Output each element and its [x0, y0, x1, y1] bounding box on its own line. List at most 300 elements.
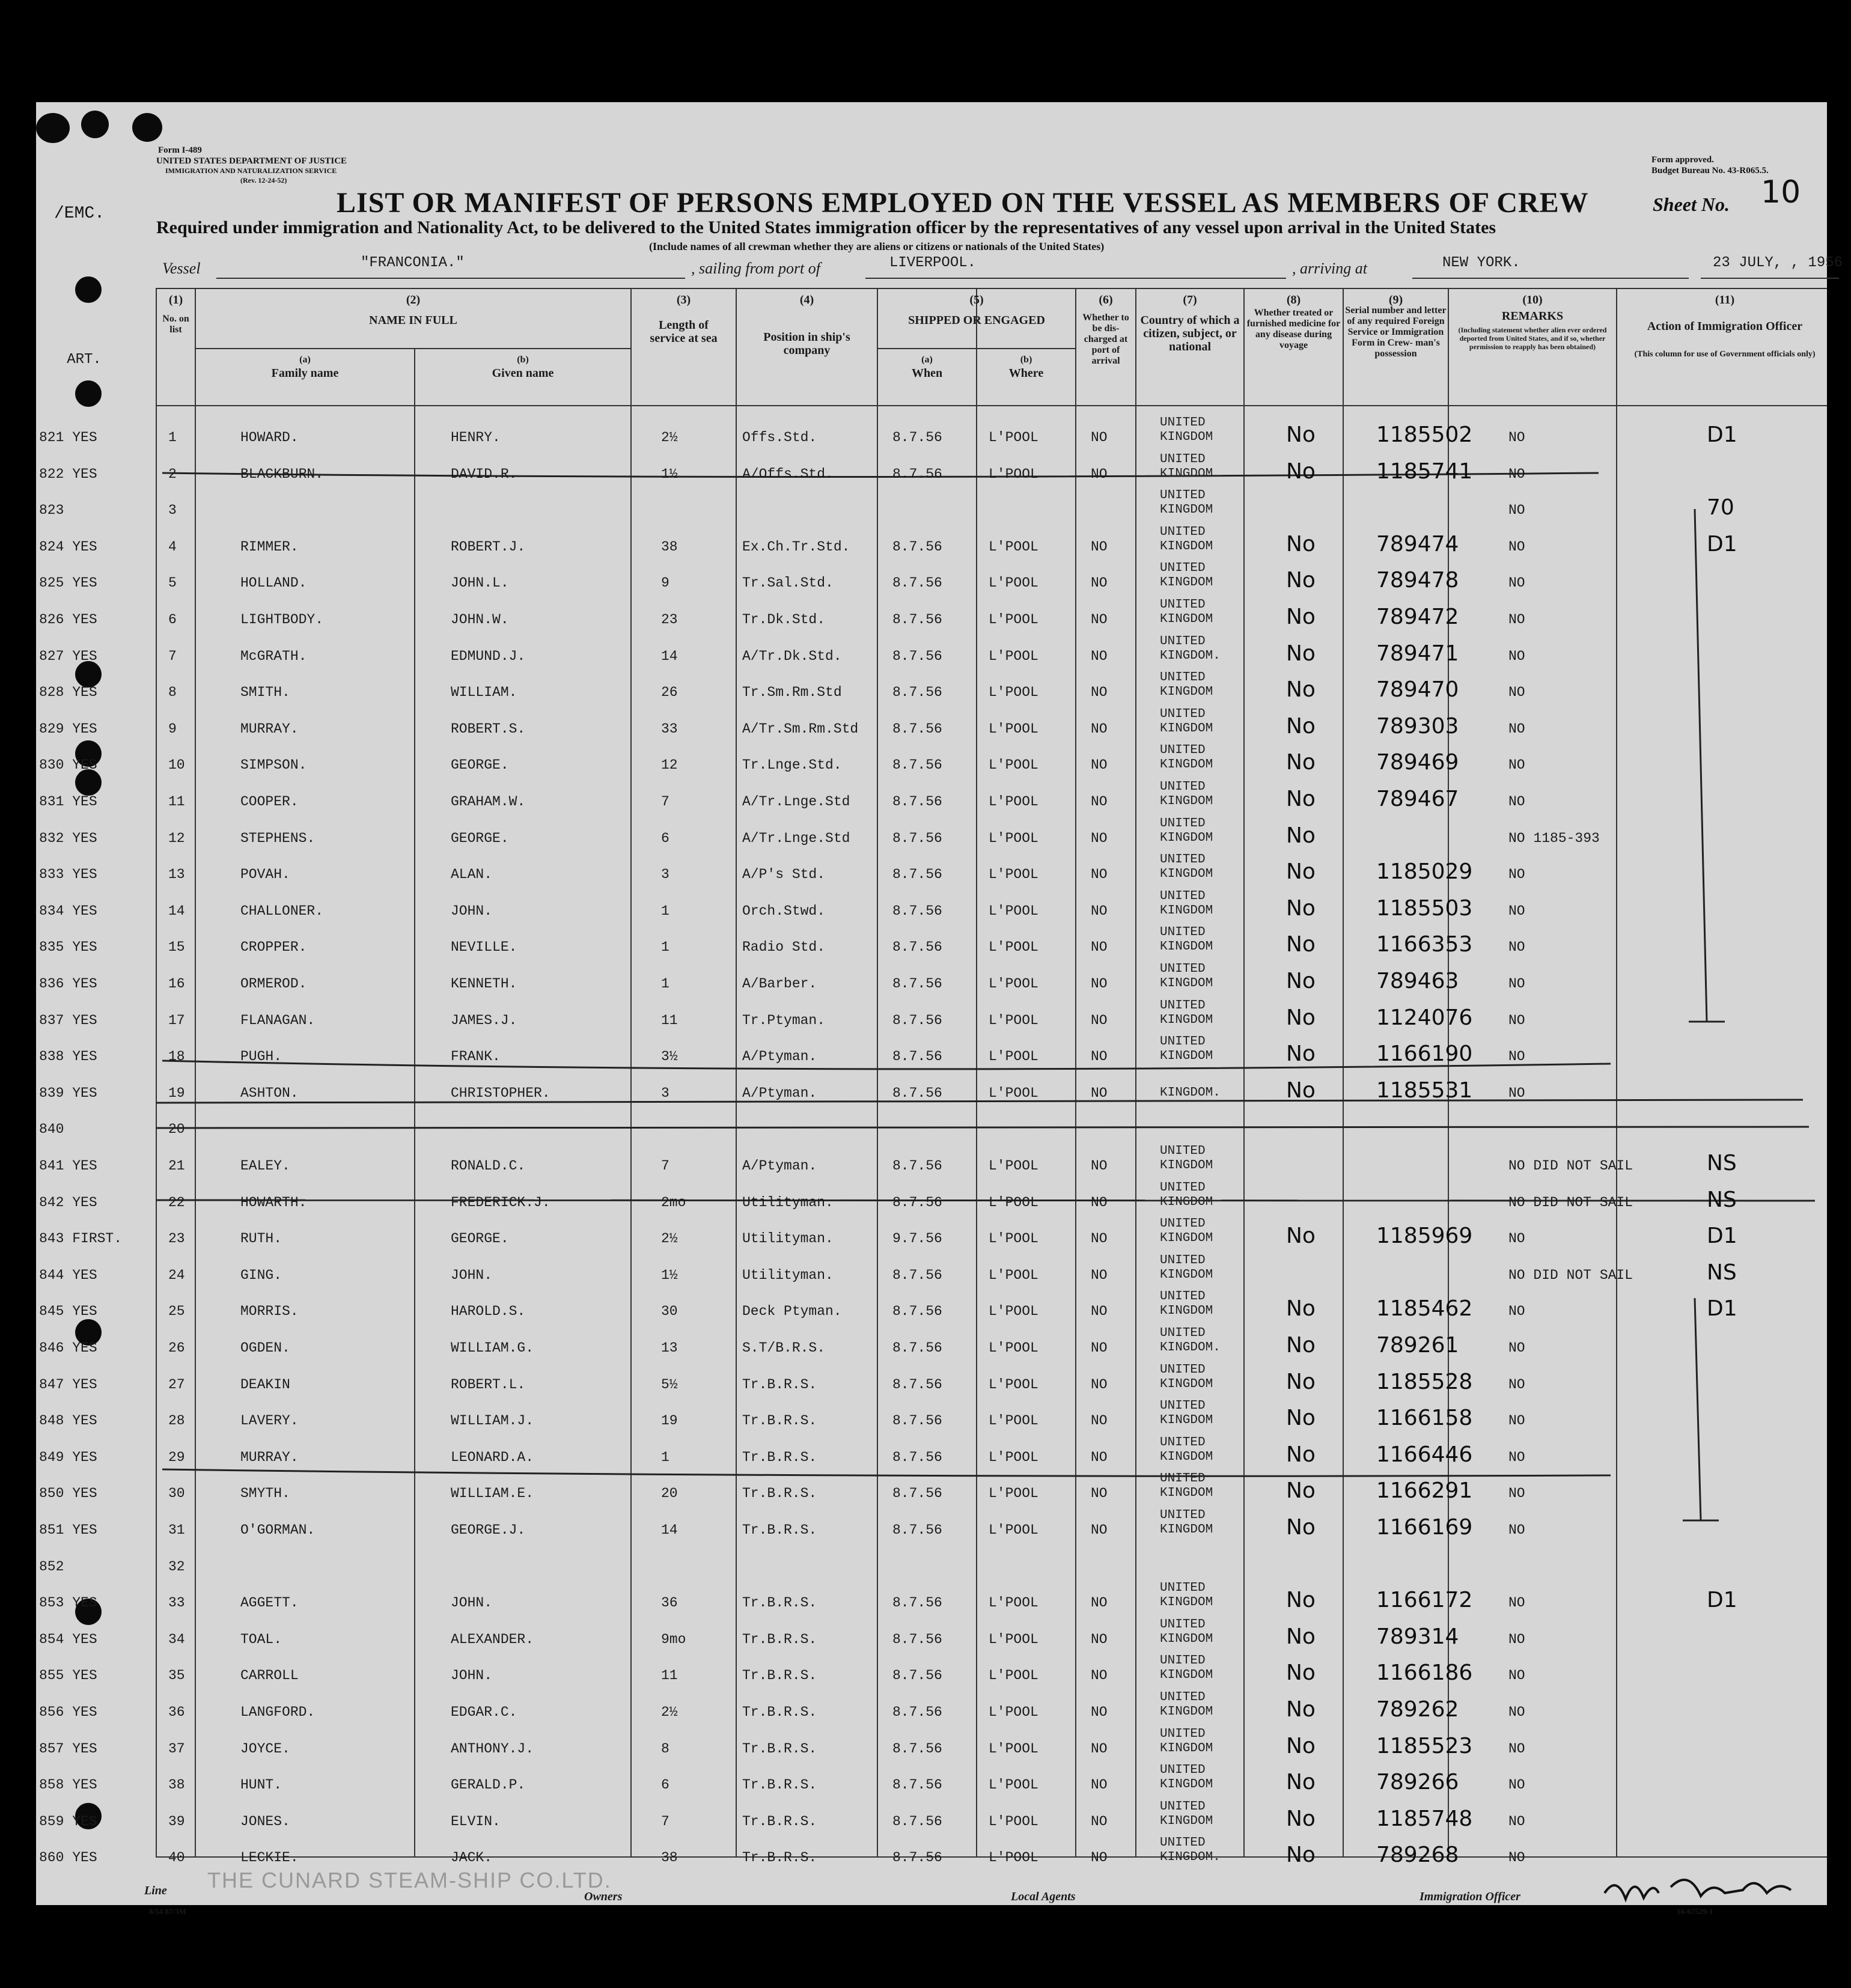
medicine-answer: No	[1286, 895, 1316, 921]
country-line-1: UNITED	[1160, 1727, 1206, 1741]
shipped-where: L'POOL	[989, 648, 1038, 664]
discharged: NO	[1091, 1267, 1108, 1283]
service-length: 12	[661, 757, 678, 773]
shipped-where: L'POOL	[989, 685, 1038, 701]
discharged: NO	[1091, 1740, 1108, 1757]
given-name: JOHN.	[451, 903, 493, 919]
service-length: 38	[661, 538, 678, 555]
art-number: 843 FIRST.	[39, 1231, 123, 1247]
service-length: 14	[661, 1522, 678, 1538]
serial-number: 1185748	[1376, 1806, 1473, 1831]
family-name: CHALLONER.	[240, 903, 324, 919]
given-name: CHRISTOPHER.	[451, 1085, 550, 1101]
shipped-when: 9.7.56	[892, 1231, 942, 1247]
manifest-page	[36, 102, 1843, 1916]
position: Utilityman.	[742, 1194, 834, 1210]
remarks: NO	[1508, 1740, 1525, 1757]
grid-lines	[156, 288, 1827, 1857]
shipped-where: L'POOL	[989, 1777, 1038, 1793]
serial-number: 1185741	[1376, 459, 1473, 484]
remarks: NO	[1508, 1049, 1525, 1065]
discharged: NO	[1091, 466, 1108, 482]
given-name: JOHN.	[451, 1668, 493, 1684]
col5a-header: When	[911, 367, 943, 380]
medicine-answer: No	[1286, 1588, 1316, 1613]
remarks: NO	[1508, 903, 1525, 919]
service-length: 7	[661, 1158, 669, 1174]
country-line-1: UNITED	[1160, 671, 1206, 685]
col5b-letter: (b)	[1020, 355, 1032, 365]
shipped-when: 8.7.56	[892, 1049, 942, 1065]
service-length: 1½	[661, 1267, 678, 1283]
discharged: NO	[1091, 1303, 1108, 1320]
row-number: 9	[168, 721, 177, 737]
country-line-1: UNITED	[1160, 853, 1206, 867]
art-number: 847 YES	[39, 1376, 97, 1392]
discharged: NO	[1091, 1012, 1108, 1028]
position: Tr.B.R.S.	[742, 1813, 817, 1829]
remarks: NO	[1508, 1704, 1525, 1720]
country-line-2: KINGDOM.	[1160, 1341, 1221, 1355]
row-number: 10	[168, 757, 185, 773]
given-name: WILLIAM.	[451, 685, 517, 701]
subtitle: Required under immigration and Nationality Act, to be delivered to the United States immigration officer by the representatives of any vessel upon arrival in the United States	[156, 218, 1496, 237]
family-name: CROPPER.	[240, 939, 307, 956]
country-line-1: UNITED	[1160, 1836, 1206, 1850]
given-name: WILLIAM.G.	[451, 1340, 534, 1356]
country-line-2: KINGDOM	[1160, 685, 1213, 700]
discharged: NO	[1091, 1194, 1108, 1210]
art-number: 860 YES	[39, 1850, 97, 1866]
art-number: 835 YES	[39, 939, 97, 956]
country-line-2: KINGDOM	[1160, 1267, 1213, 1282]
art-number: 822 YES	[39, 466, 97, 482]
given-name: NEVILLE.	[451, 939, 517, 956]
shipped-when: 8.7.56	[892, 721, 942, 737]
discharged: NO	[1091, 1158, 1108, 1174]
service-length: 3	[661, 867, 669, 883]
serial-number: 1166446	[1376, 1442, 1473, 1467]
medicine-answer: No	[1286, 823, 1316, 848]
row-number: 5	[168, 575, 177, 591]
service-length: 6	[661, 830, 669, 846]
family-name: LECKIE.	[240, 1850, 299, 1866]
serial-number: 1185528	[1376, 1369, 1473, 1394]
family-name: COOPER.	[240, 794, 299, 810]
row-number: 34	[168, 1631, 185, 1647]
shipped-when: 8.7.56	[892, 1631, 942, 1647]
given-name: ELVIN.	[451, 1813, 501, 1829]
officer-action: 70	[1707, 495, 1734, 520]
country-line-2: KINGDOM	[1160, 1632, 1213, 1646]
service-length: 9mo	[661, 1631, 686, 1647]
remarks: NO	[1508, 1340, 1525, 1356]
medicine-answer: No	[1286, 641, 1316, 666]
officer-action: D1	[1707, 1224, 1737, 1249]
department: UNITED STATES DEPARTMENT OF JUSTICE	[156, 156, 347, 166]
art-number: 858 YES	[39, 1777, 97, 1793]
position: Tr.B.R.S.	[742, 1449, 817, 1465]
service-length: 1	[661, 903, 669, 919]
shipped-when: 8.7.56	[892, 1740, 942, 1757]
art-number: 829 YES	[39, 721, 97, 737]
shipped-where: L'POOL	[989, 1740, 1038, 1757]
row-number: 14	[168, 903, 185, 919]
service-length: 7	[661, 794, 669, 810]
medicine-answer: No	[1286, 459, 1316, 484]
shipped-where: L'POOL	[989, 867, 1038, 883]
art-number: 853 YES	[39, 1595, 97, 1611]
shipped-where: L'POOL	[989, 830, 1038, 846]
serial-number: 789471	[1376, 641, 1459, 666]
shipped-when: 8.7.56	[892, 1449, 942, 1465]
country-line-2: KINGDOM	[1160, 1596, 1213, 1610]
given-name: JOHN.L.	[451, 575, 509, 591]
shipped-when: 8.7.56	[892, 1486, 942, 1502]
agents-label: Local Agents	[1011, 1890, 1076, 1903]
given-name: JAMES.J.	[451, 1012, 517, 1028]
art-number: 838 YES	[39, 1049, 97, 1065]
serial-number: 789463	[1376, 969, 1459, 993]
shipped-when: 8.7.56	[892, 1340, 942, 1356]
country-line-1: UNITED	[1160, 998, 1206, 1013]
country-line-2: KINGDOM	[1160, 758, 1213, 772]
family-name: DEAKIN	[240, 1376, 290, 1392]
given-name: GEORGE.	[451, 757, 509, 773]
country-line-1: UNITED	[1160, 962, 1206, 976]
serial-number: 789314	[1376, 1624, 1459, 1649]
given-name: ALAN.	[451, 867, 493, 883]
discharged: NO	[1091, 794, 1108, 810]
given-name: ROBERT.S.	[451, 721, 526, 737]
form-number: Form I-489	[158, 145, 202, 155]
given-name: GRAHAM.W.	[451, 794, 526, 810]
art-number: 848 YES	[39, 1413, 97, 1429]
given-name: HENRY.	[451, 430, 501, 445]
serial-number: 789266	[1376, 1770, 1459, 1795]
position: Tr.B.R.S.	[742, 1704, 817, 1720]
shipped-when: 8.7.56	[892, 1704, 942, 1720]
family-name: RUTH.	[240, 1231, 282, 1247]
service-length: 11	[661, 1012, 678, 1028]
shipped-when: 8.7.56	[892, 867, 942, 883]
position: Tr.Lnge.Std.	[742, 757, 842, 773]
country-line-1: UNITED	[1160, 1290, 1206, 1304]
shipped-where: L'POOL	[989, 976, 1038, 992]
family-name: SMITH.	[240, 685, 290, 701]
service-length: 13	[661, 1340, 678, 1356]
serial-number: 789478	[1376, 568, 1459, 593]
art-number: 823	[39, 502, 64, 519]
country-line-2: KINGDOM	[1160, 867, 1213, 882]
row-number: 3	[168, 502, 177, 519]
shipped-when: 8.7.56	[892, 1267, 942, 1283]
country-line-2: KINGDOM	[1160, 1668, 1213, 1683]
art-number: 833 YES	[39, 867, 97, 883]
shipped-when: 8.7.56	[892, 757, 942, 773]
vessel-name: "FRANCONIA."	[361, 255, 465, 271]
family-name: MORRIS.	[240, 1303, 299, 1320]
subtitle-note: (Include names of all crewman whether they are aliens or citizens or nationals of the United States)	[649, 240, 1105, 252]
remarks: NO	[1508, 794, 1525, 810]
service-length: 1	[661, 939, 669, 956]
country-line-1: UNITED	[1160, 780, 1206, 794]
remarks: NO	[1508, 612, 1525, 627]
shipped-when: 8.7.56	[892, 1376, 942, 1392]
officer-signature	[1599, 1863, 1815, 1917]
remarks: NO	[1508, 1631, 1525, 1647]
shipped-when: 8.7.56	[892, 575, 942, 591]
discharged: NO	[1091, 1413, 1108, 1429]
given-name: JOHN.	[451, 1595, 493, 1611]
shipped-when: 8.7.56	[892, 1777, 942, 1793]
art-number: 856 YES	[39, 1704, 97, 1720]
country-line-2: KINGDOM	[1160, 977, 1213, 990]
art-number: 857 YES	[39, 1740, 97, 1757]
art-number: 831 YES	[39, 794, 97, 810]
shipped-when: 8.7.56	[892, 1668, 942, 1684]
col3-header: Length of service at sea	[650, 319, 718, 345]
family-name: AGGETT.	[240, 1595, 299, 1611]
service-length: 3	[661, 1085, 669, 1101]
given-name: HAROLD.S.	[451, 1303, 526, 1320]
given-name: GEORGE.	[451, 830, 509, 846]
position: Tr.Dk.Std.	[742, 612, 826, 627]
discharged: NO	[1091, 1522, 1108, 1538]
given-name: ROBERT.J.	[451, 538, 526, 555]
row-number: 12	[168, 830, 185, 846]
family-name: PUGH.	[240, 1049, 282, 1065]
service-length: 1	[661, 976, 669, 992]
row-number: 7	[168, 648, 177, 664]
discharged: NO	[1091, 721, 1108, 737]
discharged: NO	[1091, 1668, 1108, 1684]
serial-number: 789467	[1376, 787, 1459, 811]
position: S.T/B.R.S.	[742, 1340, 826, 1356]
discharged: NO	[1091, 612, 1108, 627]
col7-num: (7)	[1183, 293, 1197, 306]
discharged: NO	[1091, 1231, 1108, 1247]
col4-header: Position in ship's company	[763, 331, 850, 357]
medicine-answer: No	[1286, 1296, 1316, 1322]
serial-number: 1166190	[1376, 1041, 1473, 1067]
medicine-answer: No	[1286, 1406, 1316, 1431]
serial-number: 789303	[1376, 713, 1459, 739]
margin-mark: /EMC.	[54, 204, 105, 223]
col4-num: (4)	[799, 293, 814, 306]
country-line-2: KINGDOM	[1160, 1814, 1213, 1828]
given-name: ANTHONY.J.	[451, 1740, 534, 1757]
service-length: 1	[661, 1449, 669, 1465]
position: A/Ptyman.	[742, 1158, 817, 1174]
remarks: NO	[1508, 757, 1525, 773]
arrival-date: 23 JULY, , 1956	[1713, 255, 1843, 271]
country-line-1: UNITED	[1160, 1435, 1206, 1450]
art-number: 851 YES	[39, 1522, 97, 1538]
given-name: GEORGE.	[451, 1231, 509, 1247]
country-line-1: UNITED	[1160, 1035, 1206, 1049]
art-number: 826 YES	[39, 612, 97, 627]
medicine-answer: No	[1286, 859, 1316, 885]
country-line-2: KINGDOM	[1160, 831, 1213, 845]
discharged: NO	[1091, 1340, 1108, 1356]
shipped-when: 8.7.56	[892, 903, 942, 919]
shipped-where: L'POOL	[989, 1631, 1038, 1647]
country-line-1: UNITED	[1160, 634, 1206, 648]
serial-number: 1166158	[1376, 1406, 1473, 1431]
col5-header: SHIPPED OR ENGAGED	[908, 314, 1045, 327]
medicine-answer: No	[1286, 750, 1316, 775]
country-line-2: KINGDOM	[1160, 1377, 1213, 1391]
col2b-header: Given name	[492, 367, 554, 380]
country-line-1: UNITED	[1160, 598, 1206, 612]
family-name: RIMMER.	[240, 538, 299, 555]
service-length: 38	[661, 1850, 678, 1866]
print-code-left: 8/54 87/3M	[149, 1907, 186, 1916]
art-number: 837 YES	[39, 1012, 97, 1028]
country-line-1: UNITED	[1160, 1253, 1206, 1267]
row-number: 13	[168, 867, 185, 883]
shipped-when: 8.7.56	[892, 1413, 942, 1429]
given-name: WILLIAM.E.	[451, 1486, 534, 1502]
position: A/Ptyman.	[742, 1085, 817, 1101]
medicine-answer: No	[1286, 677, 1316, 703]
medicine-answer: No	[1286, 1369, 1316, 1394]
medicine-answer: No	[1286, 1442, 1316, 1467]
serial-number: 789472	[1376, 605, 1459, 629]
service-name: IMMIGRATION AND NATURALIZATION SERVICE	[165, 166, 337, 175]
shipped-when: 8.7.56	[892, 430, 942, 445]
remarks: NO	[1508, 1231, 1525, 1247]
row-number: 15	[168, 939, 185, 956]
art-number: 827 YES	[39, 648, 97, 664]
col3-num: (3)	[676, 293, 691, 306]
medicine-answer: No	[1286, 932, 1316, 957]
col9-num: (9)	[1388, 293, 1403, 306]
row-number: 31	[168, 1522, 185, 1538]
country-line-1: UNITED	[1160, 1472, 1206, 1486]
serial-number: 1166169	[1376, 1515, 1473, 1540]
serial-number: 789469	[1376, 750, 1459, 775]
remarks: NO	[1508, 1413, 1525, 1429]
art-number: 824 YES	[39, 538, 97, 555]
remarks: NO	[1508, 1303, 1525, 1320]
country-line-1: UNITED	[1160, 816, 1206, 831]
discharged: NO	[1091, 685, 1108, 701]
country-line-2: KINGDOM	[1160, 430, 1213, 444]
medicine-answer: No	[1286, 422, 1316, 447]
shipped-where: L'POOL	[989, 794, 1038, 810]
remarks: NO	[1508, 721, 1525, 737]
family-name: LAVERY.	[240, 1413, 299, 1429]
col5a-letter: (a)	[921, 355, 933, 365]
remarks: NO	[1508, 1012, 1525, 1028]
country-line-2: KINGDOM	[1160, 1195, 1213, 1209]
shipped-when: 8.7.56	[892, 1303, 942, 1320]
position: Tr.B.R.S.	[742, 1486, 817, 1502]
art-number: 834 YES	[39, 903, 97, 919]
position: Deck Ptyman.	[742, 1303, 842, 1320]
country-line-2: KINGDOM	[1160, 466, 1213, 481]
art-number: 854 YES	[39, 1631, 97, 1647]
row-number: 11	[168, 794, 185, 810]
shipped-when: 8.7.56	[892, 1158, 942, 1174]
given-name: JOHN.	[451, 1267, 493, 1283]
shipped-where: L'POOL	[989, 466, 1038, 482]
country-line-2: KINGDOM.	[1160, 648, 1221, 663]
position: Offs.Std.	[742, 430, 817, 445]
position: Radio Std.	[742, 939, 826, 956]
service-length: 14	[661, 648, 678, 664]
shipped-where: L'POOL	[989, 1522, 1038, 1538]
shipped-where: L'POOL	[989, 1486, 1038, 1502]
position: Tr.B.R.S.	[742, 1740, 817, 1757]
service-length: 8	[661, 1740, 669, 1757]
medicine-answer: No	[1286, 1806, 1316, 1831]
art-number: 828 YES	[39, 685, 97, 701]
strike-lines	[156, 473, 1815, 1905]
position: A/Tr.Lnge.Std	[742, 794, 850, 810]
country-line-2: KINGDOM	[1160, 903, 1213, 918]
country-line-1: UNITED	[1160, 1763, 1206, 1778]
country-line-2: KINGDOM	[1160, 794, 1213, 808]
given-name: EDGAR.C.	[451, 1704, 517, 1720]
col1-header: No. on list	[162, 314, 189, 335]
medicine-answer: No	[1286, 1041, 1316, 1067]
art-number: 839 YES	[39, 1085, 97, 1101]
shipped-where: L'POOL	[989, 1704, 1038, 1720]
given-name: KENNETH.	[451, 976, 517, 992]
print-code-right: 16-67529-1	[1677, 1907, 1713, 1916]
col2-num: (2)	[406, 293, 421, 306]
officer-label: Immigration Officer	[1420, 1890, 1520, 1903]
page-title: LIST OR MANIFEST OF PERSONS EMPLOYED ON THE VESSEL AS MEMBERS OF CREW	[337, 187, 1589, 219]
officer-action: D1	[1707, 1588, 1737, 1613]
country-line-1: UNITED	[1160, 1362, 1206, 1377]
remarks: NO	[1508, 939, 1525, 956]
serial-number: 1166172	[1376, 1588, 1473, 1613]
medicine-answer: No	[1286, 1843, 1316, 1868]
remarks: NO	[1508, 1595, 1525, 1611]
family-name: O'GORMAN.	[240, 1522, 316, 1538]
serial-number: 1166186	[1376, 1660, 1473, 1686]
country-line-1: UNITED	[1160, 1144, 1206, 1158]
row-number: 29	[168, 1449, 185, 1465]
remarks: NO	[1508, 1085, 1525, 1101]
discharged: NO	[1091, 903, 1108, 919]
remarks: NO	[1508, 1668, 1525, 1684]
discharged: NO	[1091, 1049, 1108, 1065]
shipped-where: L'POOL	[989, 1668, 1038, 1684]
row-number: 24	[168, 1267, 185, 1283]
country-line-2: KINGDOM	[1160, 576, 1213, 590]
position: A/Ptyman.	[742, 1049, 817, 1065]
discharged: NO	[1091, 1595, 1108, 1611]
shipped-where: L'POOL	[989, 1595, 1038, 1611]
remarks: NO	[1508, 867, 1525, 883]
sailing-label: , sailing from port of	[691, 260, 821, 277]
shipped-when: 8.7.56	[892, 1194, 942, 1210]
col11-note: (This column for use of Government officials only)	[1634, 350, 1816, 359]
art-number: 840	[39, 1121, 64, 1138]
family-name: LIGHTBODY.	[240, 612, 324, 627]
row-number: 39	[168, 1813, 185, 1829]
row-number: 32	[168, 1558, 185, 1575]
country-line-2: KINGDOM	[1160, 1523, 1213, 1537]
discharged: NO	[1091, 976, 1108, 992]
country-line-2: KINGDOM	[1160, 1450, 1213, 1464]
country-line-1: UNITED	[1160, 1217, 1206, 1231]
